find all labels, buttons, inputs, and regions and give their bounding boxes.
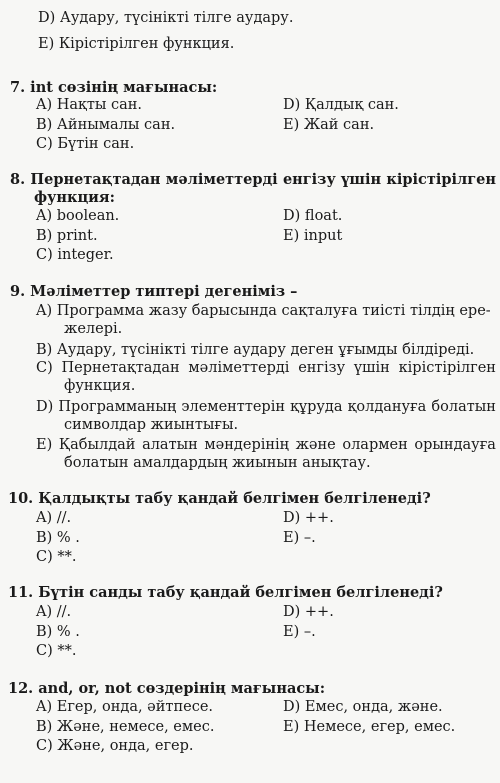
q9-c-word: Пернетақтадан	[61, 360, 180, 376]
q8-option-b: B) print.	[36, 228, 98, 244]
q9-e-word: Қабылдай	[58, 437, 136, 453]
q9-c-word: кірістірілген	[398, 360, 496, 376]
q8-title-word: кірістірілген	[386, 171, 496, 188]
q9-title: 9. Мәліметтер типтері дегеніміз –	[10, 283, 298, 300]
q9-option-e-line1	[36, 436, 496, 454]
q8-option-e: E) input	[283, 228, 343, 244]
q12-option-d: D) Емес, онда, және.	[283, 699, 443, 715]
q9-option-c-line1	[36, 359, 496, 377]
q9-e-word: және	[295, 437, 336, 453]
q9-e-word: E)	[36, 437, 53, 453]
q8-title-word: мәліметтерді	[165, 171, 278, 188]
prev-option-d: D) Аудару, түсінікті тілге аудару.	[38, 10, 294, 26]
q9-option-b: B) Аудару, түсінікті тілге аудару деген ұғымды білдіреді.	[36, 342, 475, 358]
q8-title-word: 8.	[10, 171, 26, 188]
q9-d-word: элементтерін	[181, 399, 286, 415]
q9-e-word: олармен	[342, 437, 408, 453]
q10-option-b: B) % .	[36, 530, 80, 546]
q10-option-e: E) –.	[283, 530, 316, 546]
q9-option-a-line1: A) Программа жазу барысында сақталуға тиісті тілдің ере-	[36, 303, 491, 319]
q7-option-e: E) Жай сан.	[283, 117, 375, 133]
q9-d-word: D)	[36, 399, 54, 415]
q10-option-d: D) ++.	[283, 510, 334, 526]
q9-c-word: енгізу	[298, 360, 346, 376]
q9-e-word: мәндерінің	[204, 437, 289, 453]
q12-option-b: B) Және, немесе, емес.	[36, 719, 215, 735]
q10-title: 10. Қалдықты табу қандай белгімен белгіленеді?	[8, 490, 431, 507]
q8-option-d: D) float.	[283, 208, 343, 224]
q9-option-e-line2: болатын амалдардың жиынын анықтау.	[64, 455, 371, 471]
q11-option-d: D) ++.	[283, 604, 334, 620]
q9-c-word: үшін	[353, 360, 390, 376]
q8-option-a: A) boolean.	[36, 208, 120, 224]
q8-title-word: үшін	[341, 171, 382, 188]
prev-option-e: E) Кірістірілген функция.	[38, 36, 235, 52]
q11-option-b: B) % .	[36, 624, 80, 640]
q9-option-d-line1	[36, 398, 496, 416]
q7-option-a: A) Нақты сан.	[36, 97, 143, 113]
q8-option-c: C) integer.	[36, 247, 114, 263]
q12-option-c: C) Және, онда, егер.	[36, 738, 194, 754]
q9-d-word: қолдануға	[347, 399, 427, 415]
q7-option-d: D) Қалдық сан.	[283, 97, 399, 113]
q9-option-a-line2: желері.	[64, 321, 123, 337]
q9-option-d-line2: символдар жиынтығы.	[64, 417, 239, 433]
q8-title-line2: функция:	[34, 189, 115, 206]
q11-title: 11. Бүтін санды табу қандай белгімен белгіленеді?	[8, 584, 443, 601]
q10-option-a: A) //.	[36, 510, 72, 526]
q11-option-e: E) –.	[283, 624, 316, 640]
q9-e-word: орындауға	[414, 437, 496, 453]
q7-option-c: C) Бүтін сан.	[36, 136, 135, 152]
q9-e-word: алатын	[142, 437, 198, 453]
q12-title: 12. and, or, not сөздерінің мағынасы:	[8, 680, 326, 697]
q12-option-a: A) Егер, онда, әйтпесе.	[36, 699, 214, 715]
q11-option-c: C) **.	[36, 643, 77, 659]
q7-option-b: B) Айнымалы сан.	[36, 117, 176, 133]
q8-title-word: енгізу	[282, 171, 336, 188]
q7-title: 7. int сөзінің мағынасы:	[10, 79, 218, 96]
q9-c-word: C)	[36, 360, 53, 376]
q8-title-line1	[10, 171, 496, 189]
q8-title-word: Пернетақтадан	[30, 171, 161, 188]
q9-c-word: мәліметтерді	[188, 360, 290, 376]
q9-d-word: құруда	[290, 399, 343, 415]
q9-d-word: Программаның	[58, 399, 177, 415]
q9-d-word: болатын	[431, 399, 496, 415]
q12-option-e: E) Немесе, егер, емес.	[283, 719, 456, 735]
q9-option-c-line2: функция.	[64, 378, 136, 394]
q10-option-c: C) **.	[36, 549, 77, 565]
q11-option-a: A) //.	[36, 604, 72, 620]
